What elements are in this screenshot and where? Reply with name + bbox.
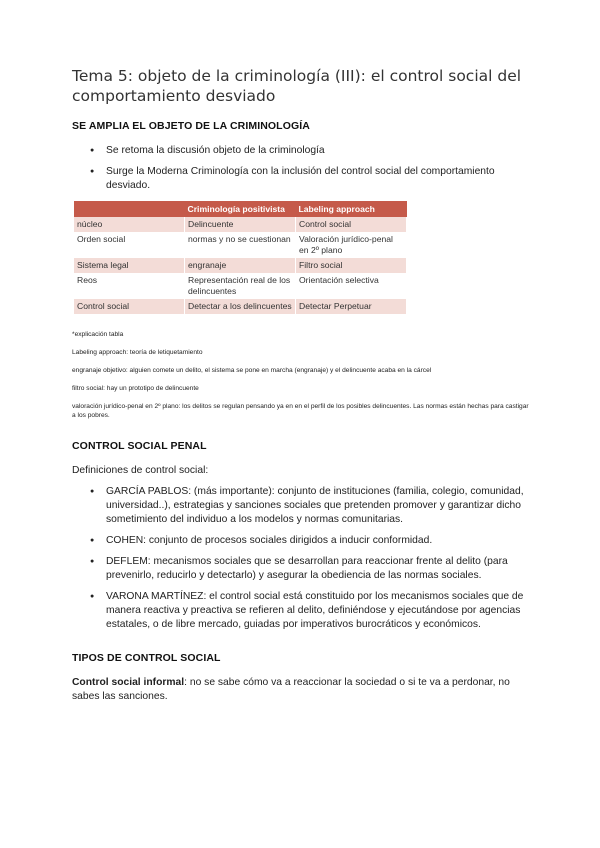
definitions-intro: Definiciones de control social:	[72, 465, 209, 476]
table-cell: Reos	[74, 273, 185, 299]
note-line: *explicación tabla	[72, 331, 124, 338]
term-label: Control social informal	[72, 677, 185, 688]
page-title: Tema 5: objeto de la criminología (III): el control social del comportamiento desviado	[72, 67, 522, 105]
note-line: filtro social: hay un prototipo de delincuente	[72, 385, 199, 392]
table-cell: Orientación selectiva	[296, 273, 407, 299]
table-cell: Control social	[296, 217, 407, 232]
table-row	[74, 232, 407, 258]
table-row	[74, 258, 407, 273]
table-header-cell: Labeling approach	[296, 201, 407, 217]
table-cell: Orden social	[74, 232, 185, 258]
section-heading-tipos: TIPOS DE CONTROL SOCIAL	[72, 652, 221, 664]
section-heading-control-penal: CONTROL SOCIAL PENAL	[72, 440, 207, 452]
table-cell: Representación real de los delincuentes	[185, 273, 296, 299]
list-item: ● Surge la Moderna Criminología con la inclusión del control social del comportamiento desviado.	[106, 165, 532, 193]
bullet-list-objeto	[72, 144, 532, 193]
table-header-cell	[74, 201, 185, 217]
comparison-table	[74, 201, 407, 314]
table-row	[74, 217, 407, 232]
table-cell: Control social	[74, 299, 185, 314]
list-item: ● Se retoma la discusión objeto de la criminología	[106, 144, 532, 158]
bullet-list-definiciones	[72, 485, 532, 632]
table-cell: Filtro social	[296, 258, 407, 273]
table-row	[74, 299, 407, 314]
table-cell: engranaje	[185, 258, 296, 273]
section-heading-objeto: SE AMPLIA EL OBJETO DE LA CRIMINOLOGÍA	[72, 120, 310, 132]
table-cell: normas y no se cuestionan	[185, 232, 296, 258]
term-definition: : no se sabe cómo va a reaccionar la sociedad o si te va a perdonar, no sabes las sanciones.	[72, 677, 510, 702]
table-cell: Delincuente	[185, 217, 296, 232]
list-item: ● GARCÍA PABLOS: (más importante): conjunto de instituciones (familia, colegio, comunidad, universidad..), estrategias y sanciones sociales que pretenden promover y garantizar dicho sometimiento del individuo a los modelos y normas comunitarias.	[106, 485, 532, 527]
document-page	[72, 66, 532, 711]
table-header-row	[74, 201, 407, 217]
table-cell: Valoración jurídico-penal en 2º plano	[296, 232, 407, 258]
informal-control-paragraph	[72, 676, 532, 704]
table-cell: Detectar a los delincuentes	[185, 299, 296, 314]
note-line: Labeling approach: teoría de letiquetamiento	[72, 349, 203, 356]
list-item: ● VARONA MARTÍNEZ: el control social está constituido por los mecanismos sociales que de manera reactiva y preactiva se refieren al delito, definiéndose y ejecutándose por agencias estatales, o de libre mercado, guiadas por imperativos burocráticos y económicos.	[106, 590, 532, 632]
table-cell: Sistema legal	[74, 258, 185, 273]
list-item: ● DEFLEM: mecanismos sociales que se desarrollan para reaccionar frente al delito (para prevenirlo, reducirlo y detectarlo) y asegurar la obediencia de las normas sociales.	[106, 555, 532, 583]
table-row	[74, 273, 407, 299]
table-cell: núcleo	[74, 217, 185, 232]
table-notes	[72, 330, 532, 420]
list-item: ● COHEN: conjunto de procesos sociales dirigidos a inducir conformidad.	[106, 534, 532, 548]
table-header-cell: Criminología positivista	[185, 201, 296, 217]
table-cell: Detectar Perpetuar	[296, 299, 407, 314]
note-line: engranaje objetivo: alguien comete un delito, el sistema se pone en marcha (engranaje) y el delincuente acaba en la cárcel	[72, 367, 432, 374]
note-line: valoración jurídico-penal en 2º plano: los delitos se regulan pensando ya en en el perfil de los posibles delincuentes. Las normas están hechas para castigar a los pobres.	[72, 403, 529, 419]
